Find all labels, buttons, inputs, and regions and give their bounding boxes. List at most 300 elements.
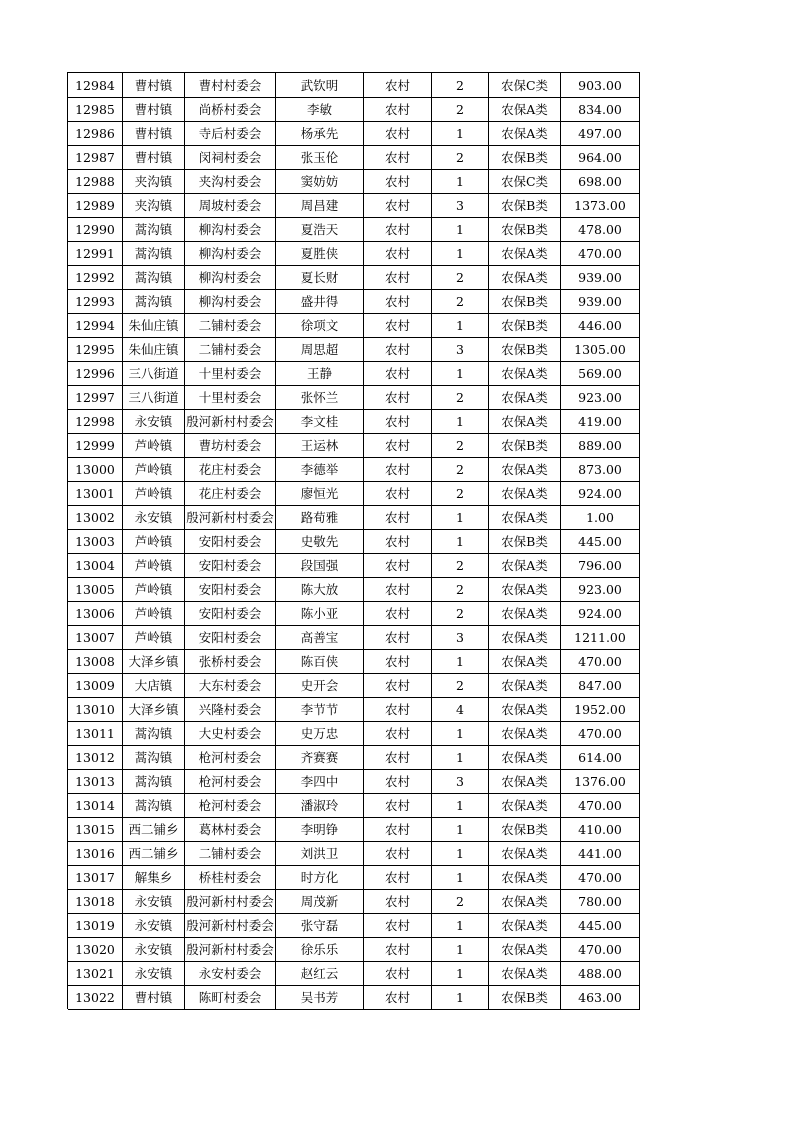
cell-village-committee: 柳沟村委会: [185, 265, 276, 290]
cell-household-type: 农村: [364, 169, 432, 194]
cell-household-type: 农村: [364, 145, 432, 170]
cell-person-name: 时方化: [276, 865, 364, 890]
cell-insurance-category: 农保A类: [489, 673, 561, 698]
cell-family-size: 2: [432, 889, 489, 914]
cell-household-type: 农村: [364, 745, 432, 770]
cell-person-name: 史万忠: [276, 721, 364, 746]
cell-insurance-category: 农保A类: [489, 625, 561, 650]
cell-record-id: 13013: [68, 769, 123, 794]
cell-insurance-category: 农保A类: [489, 649, 561, 674]
cell-person-name: 周思超: [276, 337, 364, 362]
cell-household-type: 农村: [364, 433, 432, 458]
cell-insurance-category: 农保B类: [489, 985, 561, 1010]
cell-amount: 1305.00: [561, 337, 640, 362]
table-row: [68, 817, 640, 841]
cell-family-size: 2: [432, 385, 489, 410]
cell-person-name: 李文桂: [276, 409, 364, 434]
cell-town: 永安镇: [123, 409, 185, 434]
cell-person-name: 陈小亚: [276, 601, 364, 626]
cell-town: 曹村镇: [123, 97, 185, 122]
cell-insurance-category: 农保A类: [489, 385, 561, 410]
cell-village-committee: 殷河新村村委会: [185, 889, 276, 914]
cell-village-committee: 枪河村委会: [185, 769, 276, 794]
cell-insurance-category: 农保B类: [489, 529, 561, 554]
cell-town: 大店镇: [123, 673, 185, 698]
cell-amount: 964.00: [561, 145, 640, 170]
cell-person-name: 周茂新: [276, 889, 364, 914]
cell-family-size: 1: [432, 745, 489, 770]
cell-village-committee: 柳沟村委会: [185, 217, 276, 242]
cell-household-type: 农村: [364, 913, 432, 938]
cell-town: 蒿沟镇: [123, 769, 185, 794]
table-row: [68, 313, 640, 337]
cell-record-id: 13009: [68, 673, 123, 698]
cell-amount: 903.00: [561, 73, 640, 98]
cell-insurance-category: 农保A类: [489, 97, 561, 122]
cell-household-type: 农村: [364, 985, 432, 1010]
table-row: [68, 193, 640, 217]
table-row: [68, 73, 640, 97]
cell-household-type: 农村: [364, 313, 432, 338]
cell-record-id: 13005: [68, 577, 123, 602]
cell-town: 芦岭镇: [123, 529, 185, 554]
cell-record-id: 12987: [68, 145, 123, 170]
table-row: [68, 361, 640, 385]
cell-household-type: 农村: [364, 217, 432, 242]
cell-village-committee: 永安村委会: [185, 961, 276, 986]
cell-household-type: 农村: [364, 625, 432, 650]
cell-town: 蒿沟镇: [123, 793, 185, 818]
cell-amount: 780.00: [561, 889, 640, 914]
cell-town: 永安镇: [123, 913, 185, 938]
cell-town: 大泽乡镇: [123, 697, 185, 722]
cell-household-type: 农村: [364, 73, 432, 98]
cell-family-size: 1: [432, 121, 489, 146]
cell-village-committee: 兴隆村委会: [185, 697, 276, 722]
cell-record-id: 13003: [68, 529, 123, 554]
cell-household-type: 农村: [364, 889, 432, 914]
table-row: [68, 97, 640, 121]
cell-amount: 445.00: [561, 913, 640, 938]
cell-person-name: 王运林: [276, 433, 364, 458]
cell-person-name: 张怀兰: [276, 385, 364, 410]
cell-amount: 445.00: [561, 529, 640, 554]
cell-town: 永安镇: [123, 961, 185, 986]
cell-record-id: 13018: [68, 889, 123, 914]
cell-town: 曹村镇: [123, 145, 185, 170]
table-row: [68, 577, 640, 601]
cell-record-id: 13017: [68, 865, 123, 890]
cell-amount: 939.00: [561, 265, 640, 290]
cell-household-type: 农村: [364, 481, 432, 506]
table-row: [68, 889, 640, 913]
table-row: [68, 409, 640, 433]
cell-person-name: 史开会: [276, 673, 364, 698]
cell-amount: 470.00: [561, 865, 640, 890]
cell-amount: 569.00: [561, 361, 640, 386]
table-row: [68, 121, 640, 145]
cell-household-type: 农村: [364, 457, 432, 482]
cell-record-id: 12984: [68, 73, 123, 98]
data-table: [67, 72, 640, 1009]
cell-person-name: 段国强: [276, 553, 364, 578]
cell-amount: 470.00: [561, 793, 640, 818]
table-row: [68, 337, 640, 361]
cell-town: 芦岭镇: [123, 457, 185, 482]
table-row: [68, 217, 640, 241]
cell-household-type: 农村: [364, 265, 432, 290]
cell-amount: 698.00: [561, 169, 640, 194]
cell-household-type: 农村: [364, 505, 432, 530]
cell-amount: 873.00: [561, 457, 640, 482]
cell-household-type: 农村: [364, 769, 432, 794]
cell-village-committee: 闵祠村委会: [185, 145, 276, 170]
table-row: [68, 265, 640, 289]
cell-insurance-category: 农保A类: [489, 577, 561, 602]
cell-amount: 1211.00: [561, 625, 640, 650]
cell-insurance-category: 农保A类: [489, 793, 561, 818]
cell-person-name: 陈大放: [276, 577, 364, 602]
cell-household-type: 农村: [364, 721, 432, 746]
cell-insurance-category: 农保B类: [489, 433, 561, 458]
cell-village-committee: 二铺村委会: [185, 313, 276, 338]
cell-household-type: 农村: [364, 121, 432, 146]
cell-family-size: 3: [432, 193, 489, 218]
cell-insurance-category: 农保A类: [489, 241, 561, 266]
table-row: [68, 697, 640, 721]
cell-town: 芦岭镇: [123, 481, 185, 506]
cell-household-type: 农村: [364, 193, 432, 218]
cell-insurance-category: 农保B类: [489, 217, 561, 242]
cell-village-committee: 二铺村委会: [185, 841, 276, 866]
table-row: [68, 505, 640, 529]
cell-amount: 939.00: [561, 289, 640, 314]
cell-town: 朱仙庄镇: [123, 337, 185, 362]
cell-town: 曹村镇: [123, 121, 185, 146]
cell-family-size: 2: [432, 481, 489, 506]
cell-person-name: 路荀雅: [276, 505, 364, 530]
cell-family-size: 1: [432, 313, 489, 338]
cell-town: 芦岭镇: [123, 433, 185, 458]
cell-record-id: 12994: [68, 313, 123, 338]
cell-village-committee: 殷河新村村委会: [185, 505, 276, 530]
cell-person-name: 李敏: [276, 97, 364, 122]
cell-insurance-category: 农保C类: [489, 169, 561, 194]
cell-record-id: 12999: [68, 433, 123, 458]
cell-person-name: 夏浩天: [276, 217, 364, 242]
cell-amount: 923.00: [561, 577, 640, 602]
cell-insurance-category: 农保B类: [489, 337, 561, 362]
table-row: [68, 937, 640, 961]
cell-family-size: 2: [432, 601, 489, 626]
cell-person-name: 史敬先: [276, 529, 364, 554]
cell-amount: 796.00: [561, 553, 640, 578]
cell-amount: 1376.00: [561, 769, 640, 794]
cell-amount: 441.00: [561, 841, 640, 866]
cell-town: 曹村镇: [123, 73, 185, 98]
cell-town: 蒿沟镇: [123, 241, 185, 266]
cell-insurance-category: 农保A类: [489, 553, 561, 578]
cell-family-size: 2: [432, 457, 489, 482]
table-row: [68, 433, 640, 457]
cell-person-name: 窦妨妨: [276, 169, 364, 194]
cell-record-id: 12996: [68, 361, 123, 386]
cell-insurance-category: 农保A类: [489, 769, 561, 794]
cell-household-type: 农村: [364, 841, 432, 866]
cell-amount: 614.00: [561, 745, 640, 770]
cell-person-name: 赵红云: [276, 961, 364, 986]
cell-amount: 1.00: [561, 505, 640, 530]
cell-insurance-category: 农保A类: [489, 457, 561, 482]
cell-family-size: 2: [432, 97, 489, 122]
cell-town: 芦岭镇: [123, 553, 185, 578]
cell-insurance-category: 农保B类: [489, 145, 561, 170]
cell-village-committee: 曹坊村委会: [185, 433, 276, 458]
cell-record-id: 13004: [68, 553, 123, 578]
cell-insurance-category: 农保A类: [489, 889, 561, 914]
cell-family-size: 2: [432, 673, 489, 698]
cell-record-id: 12990: [68, 217, 123, 242]
cell-family-size: 1: [432, 817, 489, 842]
cell-record-id: 12995: [68, 337, 123, 362]
cell-person-name: 高善宝: [276, 625, 364, 650]
cell-person-name: 杨承先: [276, 121, 364, 146]
cell-amount: 924.00: [561, 481, 640, 506]
cell-insurance-category: 农保A类: [489, 505, 561, 530]
cell-insurance-category: 农保A类: [489, 121, 561, 146]
cell-amount: 1373.00: [561, 193, 640, 218]
cell-amount: 470.00: [561, 649, 640, 674]
cell-record-id: 13002: [68, 505, 123, 530]
cell-household-type: 农村: [364, 673, 432, 698]
cell-town: 永安镇: [123, 505, 185, 530]
cell-family-size: 1: [432, 721, 489, 746]
cell-village-committee: 曹村村委会: [185, 73, 276, 98]
cell-household-type: 农村: [364, 961, 432, 986]
cell-family-size: 2: [432, 145, 489, 170]
cell-amount: 470.00: [561, 937, 640, 962]
cell-household-type: 农村: [364, 577, 432, 602]
cell-record-id: 13012: [68, 745, 123, 770]
cell-person-name: 李节节: [276, 697, 364, 722]
cell-insurance-category: 农保A类: [489, 481, 561, 506]
cell-household-type: 农村: [364, 649, 432, 674]
cell-town: 蒿沟镇: [123, 289, 185, 314]
cell-village-committee: 夹沟村委会: [185, 169, 276, 194]
cell-record-id: 13006: [68, 601, 123, 626]
cell-insurance-category: 农保B类: [489, 289, 561, 314]
cell-family-size: 1: [432, 649, 489, 674]
cell-household-type: 农村: [364, 793, 432, 818]
cell-town: 芦岭镇: [123, 577, 185, 602]
table-row: [68, 241, 640, 265]
cell-amount: 834.00: [561, 97, 640, 122]
cell-insurance-category: 农保C类: [489, 73, 561, 98]
cell-amount: 419.00: [561, 409, 640, 434]
cell-town: 西二铺乡: [123, 841, 185, 866]
cell-town: 蒿沟镇: [123, 745, 185, 770]
cell-village-committee: 二铺村委会: [185, 337, 276, 362]
table-row: [68, 529, 640, 553]
cell-town: 蒿沟镇: [123, 721, 185, 746]
cell-family-size: 2: [432, 433, 489, 458]
cell-amount: 847.00: [561, 673, 640, 698]
cell-person-name: 吴书芳: [276, 985, 364, 1010]
cell-person-name: 刘洪卫: [276, 841, 364, 866]
cell-amount: 924.00: [561, 601, 640, 626]
cell-record-id: 12989: [68, 193, 123, 218]
table-row: [68, 385, 640, 409]
cell-record-id: 12988: [68, 169, 123, 194]
cell-insurance-category: 农保A类: [489, 937, 561, 962]
cell-household-type: 农村: [364, 529, 432, 554]
cell-town: 曹村镇: [123, 985, 185, 1010]
cell-village-committee: 葛林村委会: [185, 817, 276, 842]
cell-amount: 889.00: [561, 433, 640, 458]
cell-insurance-category: 农保A类: [489, 721, 561, 746]
cell-amount: 1952.00: [561, 697, 640, 722]
cell-amount: 923.00: [561, 385, 640, 410]
cell-village-committee: 周坡村委会: [185, 193, 276, 218]
cell-record-id: 13014: [68, 793, 123, 818]
cell-town: 永安镇: [123, 937, 185, 962]
cell-record-id: 13000: [68, 457, 123, 482]
cell-insurance-category: 农保B类: [489, 313, 561, 338]
cell-insurance-category: 农保A类: [489, 961, 561, 986]
cell-household-type: 农村: [364, 241, 432, 266]
cell-record-id: 12991: [68, 241, 123, 266]
cell-amount: 488.00: [561, 961, 640, 986]
cell-village-committee: 尚桥村委会: [185, 97, 276, 122]
table-row: [68, 601, 640, 625]
cell-amount: 497.00: [561, 121, 640, 146]
cell-village-committee: 花庄村委会: [185, 457, 276, 482]
cell-family-size: 3: [432, 337, 489, 362]
cell-person-name: 陈百侠: [276, 649, 364, 674]
cell-town: 芦岭镇: [123, 625, 185, 650]
cell-family-size: 1: [432, 865, 489, 890]
cell-family-size: 2: [432, 553, 489, 578]
cell-record-id: 12997: [68, 385, 123, 410]
cell-insurance-category: 农保A类: [489, 409, 561, 434]
cell-village-committee: 大史村委会: [185, 721, 276, 746]
cell-record-id: 12985: [68, 97, 123, 122]
cell-town: 三八街道: [123, 361, 185, 386]
cell-family-size: 1: [432, 361, 489, 386]
table-row: [68, 961, 640, 985]
cell-family-size: 1: [432, 961, 489, 986]
cell-insurance-category: 农保A类: [489, 841, 561, 866]
cell-record-id: 13016: [68, 841, 123, 866]
cell-insurance-category: 农保A类: [489, 697, 561, 722]
cell-village-committee: 十里村委会: [185, 385, 276, 410]
cell-record-id: 12998: [68, 409, 123, 434]
cell-family-size: 1: [432, 793, 489, 818]
cell-insurance-category: 农保A类: [489, 601, 561, 626]
cell-town: 蒿沟镇: [123, 217, 185, 242]
cell-insurance-category: 农保A类: [489, 265, 561, 290]
cell-household-type: 农村: [364, 97, 432, 122]
cell-family-size: 1: [432, 937, 489, 962]
cell-village-committee: 殷河新村村委会: [185, 913, 276, 938]
table-row: [68, 841, 640, 865]
cell-person-name: 张守磊: [276, 913, 364, 938]
table-row: [68, 457, 640, 481]
table-row: [68, 793, 640, 817]
cell-village-committee: 花庄村委会: [185, 481, 276, 506]
cell-town: 解集乡: [123, 865, 185, 890]
table-row: [68, 481, 640, 505]
table-row: [68, 553, 640, 577]
cell-amount: 446.00: [561, 313, 640, 338]
cell-village-committee: 张桥村委会: [185, 649, 276, 674]
cell-insurance-category: 农保A类: [489, 361, 561, 386]
cell-village-committee: 安阳村委会: [185, 577, 276, 602]
cell-person-name: 潘淑玲: [276, 793, 364, 818]
cell-amount: 410.00: [561, 817, 640, 842]
cell-household-type: 农村: [364, 865, 432, 890]
cell-village-committee: 殷河新村村委会: [185, 937, 276, 962]
cell-person-name: 廖恒光: [276, 481, 364, 506]
cell-insurance-category: 农保A类: [489, 745, 561, 770]
cell-person-name: 徐项文: [276, 313, 364, 338]
cell-village-committee: 寺后村委会: [185, 121, 276, 146]
table-row: [68, 865, 640, 889]
table-row: [68, 985, 640, 1009]
cell-village-committee: 枪河村委会: [185, 745, 276, 770]
table-row: [68, 169, 640, 193]
table-row: [68, 289, 640, 313]
cell-family-size: 1: [432, 409, 489, 434]
cell-person-name: 张玉伦: [276, 145, 364, 170]
cell-town: 永安镇: [123, 889, 185, 914]
cell-record-id: 12993: [68, 289, 123, 314]
cell-person-name: 盛井得: [276, 289, 364, 314]
cell-person-name: 齐赛赛: [276, 745, 364, 770]
cell-amount: 478.00: [561, 217, 640, 242]
cell-village-committee: 柳沟村委会: [185, 289, 276, 314]
cell-family-size: 2: [432, 577, 489, 602]
cell-record-id: 13020: [68, 937, 123, 962]
cell-village-committee: 十里村委会: [185, 361, 276, 386]
cell-family-size: 2: [432, 265, 489, 290]
cell-town: 西二铺乡: [123, 817, 185, 842]
cell-family-size: 2: [432, 73, 489, 98]
cell-insurance-category: 农保A类: [489, 865, 561, 890]
table-row: [68, 625, 640, 649]
cell-household-type: 农村: [364, 385, 432, 410]
table-row: [68, 913, 640, 937]
cell-family-size: 1: [432, 529, 489, 554]
cell-village-committee: 安阳村委会: [185, 625, 276, 650]
cell-person-name: 李四中: [276, 769, 364, 794]
cell-village-committee: 殷河新村村委会: [185, 409, 276, 434]
cell-family-size: 1: [432, 913, 489, 938]
cell-family-size: 4: [432, 697, 489, 722]
cell-village-committee: 柳沟村委会: [185, 241, 276, 266]
cell-household-type: 农村: [364, 697, 432, 722]
cell-record-id: 13008: [68, 649, 123, 674]
table-row: [68, 145, 640, 169]
cell-person-name: 周昌建: [276, 193, 364, 218]
cell-record-id: 13019: [68, 913, 123, 938]
cell-village-committee: 桥桂村委会: [185, 865, 276, 890]
cell-village-committee: 安阳村委会: [185, 553, 276, 578]
cell-family-size: 3: [432, 625, 489, 650]
cell-household-type: 农村: [364, 601, 432, 626]
cell-family-size: 1: [432, 217, 489, 242]
cell-family-size: 1: [432, 241, 489, 266]
